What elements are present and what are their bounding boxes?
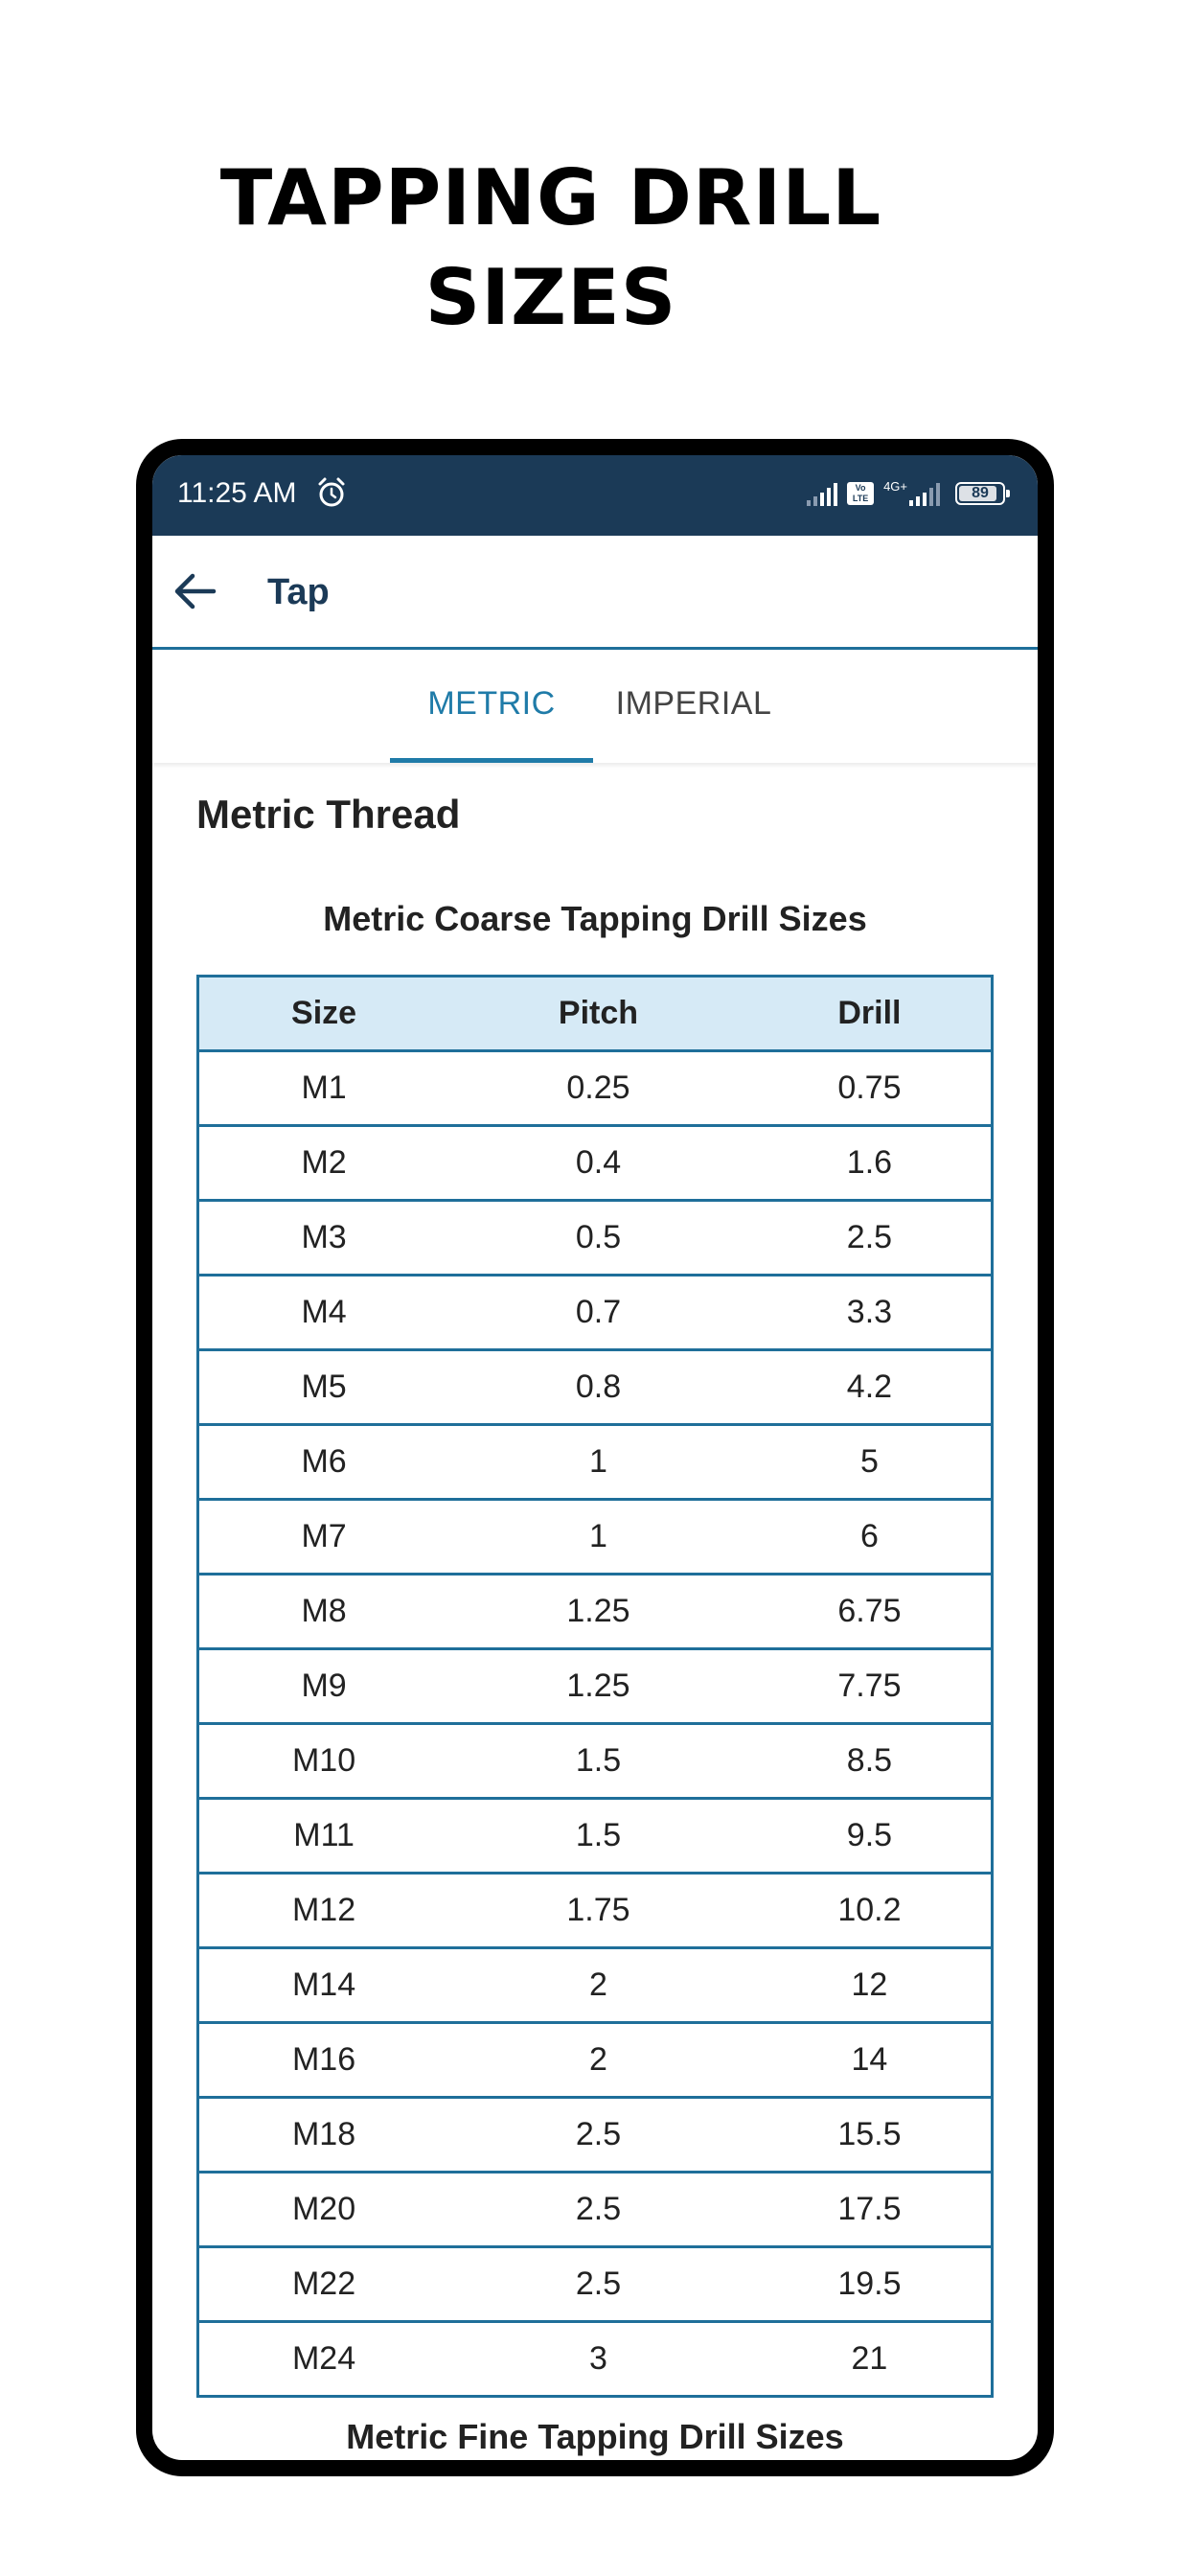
cell-size: M9 xyxy=(198,1649,449,1724)
table-row xyxy=(198,1500,993,1575)
cell-pitch: 2.5 xyxy=(448,2247,748,2322)
cell-size: M3 xyxy=(198,1201,449,1276)
table-row xyxy=(198,2247,993,2322)
cell-drill: 17.5 xyxy=(748,2173,993,2247)
table-header-row xyxy=(198,977,993,1051)
network-type-label: 4G+ xyxy=(883,478,907,494)
cell-drill: 12 xyxy=(748,1948,993,2023)
table-row xyxy=(198,2173,993,2247)
cell-pitch: 1.5 xyxy=(448,1799,748,1874)
battery-percent: 89 xyxy=(972,485,989,501)
cell-drill: 19.5 xyxy=(748,2247,993,2322)
column-header-drill: Drill xyxy=(748,977,993,1051)
cell-pitch: 2.5 xyxy=(448,2098,748,2173)
table-row xyxy=(198,1948,993,2023)
cell-drill: 4.2 xyxy=(748,1350,993,1425)
section-title: Metric Thread xyxy=(196,792,461,837)
cell-size: M6 xyxy=(198,1425,449,1500)
table-row xyxy=(198,1425,993,1500)
cell-size: M24 xyxy=(291,2340,356,2377)
battery-icon xyxy=(955,482,1005,505)
cell-pitch: 2 xyxy=(448,1948,748,2023)
cell-pitch: 1 xyxy=(448,1500,748,1575)
cell-pitch: 0.8 xyxy=(448,1350,748,1425)
cell-size: M5 xyxy=(198,1350,449,1425)
table-row xyxy=(198,2023,993,2098)
table-row xyxy=(198,1276,993,1350)
page-title: Tap xyxy=(267,572,330,612)
cell-drill: 7.75 xyxy=(748,1649,993,1724)
cell-drill: 15.5 xyxy=(748,2098,993,2173)
table-row xyxy=(198,1201,993,1276)
status-time: 11:25 AM xyxy=(177,477,297,509)
column-header-pitch: Pitch xyxy=(448,977,748,1051)
unit-tabs xyxy=(152,650,1038,763)
cell-size: M2 xyxy=(198,1126,449,1201)
cell-size: M18 xyxy=(198,2098,449,2173)
cell-pitch: 1.75 xyxy=(448,1874,748,1948)
cell-drill: 5 xyxy=(748,1425,993,1500)
cell-pitch: 1.25 xyxy=(448,1649,748,1724)
column-header-size: Size xyxy=(198,977,449,1051)
table-row xyxy=(198,1649,993,1724)
cell-drill: 2.5 xyxy=(748,1201,993,1276)
cell-size: M11 xyxy=(198,1799,449,1874)
drill-size-table xyxy=(196,975,994,2398)
cell-drill: 6 xyxy=(748,1500,993,1575)
signal-strength-icon xyxy=(807,481,837,506)
cell-drill: 14 xyxy=(748,2023,993,2098)
cell-size: M22 xyxy=(198,2247,449,2322)
cell-pitch: 1.5 xyxy=(448,1724,748,1799)
next-table-title: Metric Fine Tapping Drill Sizes xyxy=(346,2417,844,2456)
cell-size: M20 xyxy=(198,2173,449,2247)
app-bar xyxy=(152,536,1038,650)
cell-pitch: 0.25 xyxy=(448,1051,748,1126)
cell-size: M4 xyxy=(198,1276,449,1350)
back-arrow-icon[interactable] xyxy=(172,570,217,612)
cell-drill: 1.6 xyxy=(748,1126,993,1201)
table-row xyxy=(198,1350,993,1425)
cell-drill: 8.5 xyxy=(748,1724,993,1799)
phone-frame xyxy=(136,439,1054,2476)
cell-drill: 10.2 xyxy=(748,1874,993,1948)
scroll-content[interactable] xyxy=(152,763,1038,2460)
tab-imperial[interactable]: IMPERIAL xyxy=(615,685,772,722)
signal-strength-icon-2 xyxy=(909,481,940,506)
cell-pitch: 0.5 xyxy=(448,1201,748,1276)
cell-drill: 6.75 xyxy=(748,1575,993,1649)
table-row xyxy=(198,1126,993,1201)
cell-size: M1 xyxy=(198,1051,449,1126)
table-row xyxy=(198,1874,993,1948)
volte-icon: Vo LTE xyxy=(847,482,874,505)
cell-size: M14 xyxy=(198,1948,449,2023)
cell-pitch: 1.25 xyxy=(448,1575,748,1649)
status-icons xyxy=(807,476,1005,511)
cell-size: M7 xyxy=(198,1500,449,1575)
table-row xyxy=(198,1724,993,1799)
promo-headline xyxy=(0,149,1102,348)
status-bar xyxy=(152,455,1038,536)
cell-pitch: 0.4 xyxy=(448,1126,748,1201)
cell-pitch: 3 xyxy=(589,2340,607,2377)
cell-size: M8 xyxy=(198,1575,449,1649)
cell-drill: 0.75 xyxy=(748,1051,993,1126)
table-row xyxy=(198,1799,993,1874)
table-row xyxy=(198,1051,993,1126)
cell-drill: 9.5 xyxy=(748,1799,993,1874)
cell-pitch: 1 xyxy=(448,1425,748,1500)
alarm-clock-icon xyxy=(317,476,346,509)
headline-line-2: SIZES xyxy=(424,253,677,342)
headline-line-1: TAPPING DRILL xyxy=(219,153,882,242)
cell-drill: 3.3 xyxy=(748,1276,993,1350)
cell-pitch: 2 xyxy=(448,2023,748,2098)
table-row xyxy=(198,1575,993,1649)
table-row xyxy=(198,2098,993,2173)
table-title: Metric Coarse Tapping Drill Sizes xyxy=(323,899,867,938)
cell-size: M12 xyxy=(198,1874,449,1948)
cell-pitch: 0.7 xyxy=(448,1276,748,1350)
table-row xyxy=(198,2322,993,2397)
tab-metric[interactable]: METRIC xyxy=(390,650,593,763)
cell-size: M10 xyxy=(198,1724,449,1799)
cell-drill: 21 xyxy=(851,2340,888,2377)
cell-size: M16 xyxy=(198,2023,449,2098)
cell-pitch: 2.5 xyxy=(448,2173,748,2247)
